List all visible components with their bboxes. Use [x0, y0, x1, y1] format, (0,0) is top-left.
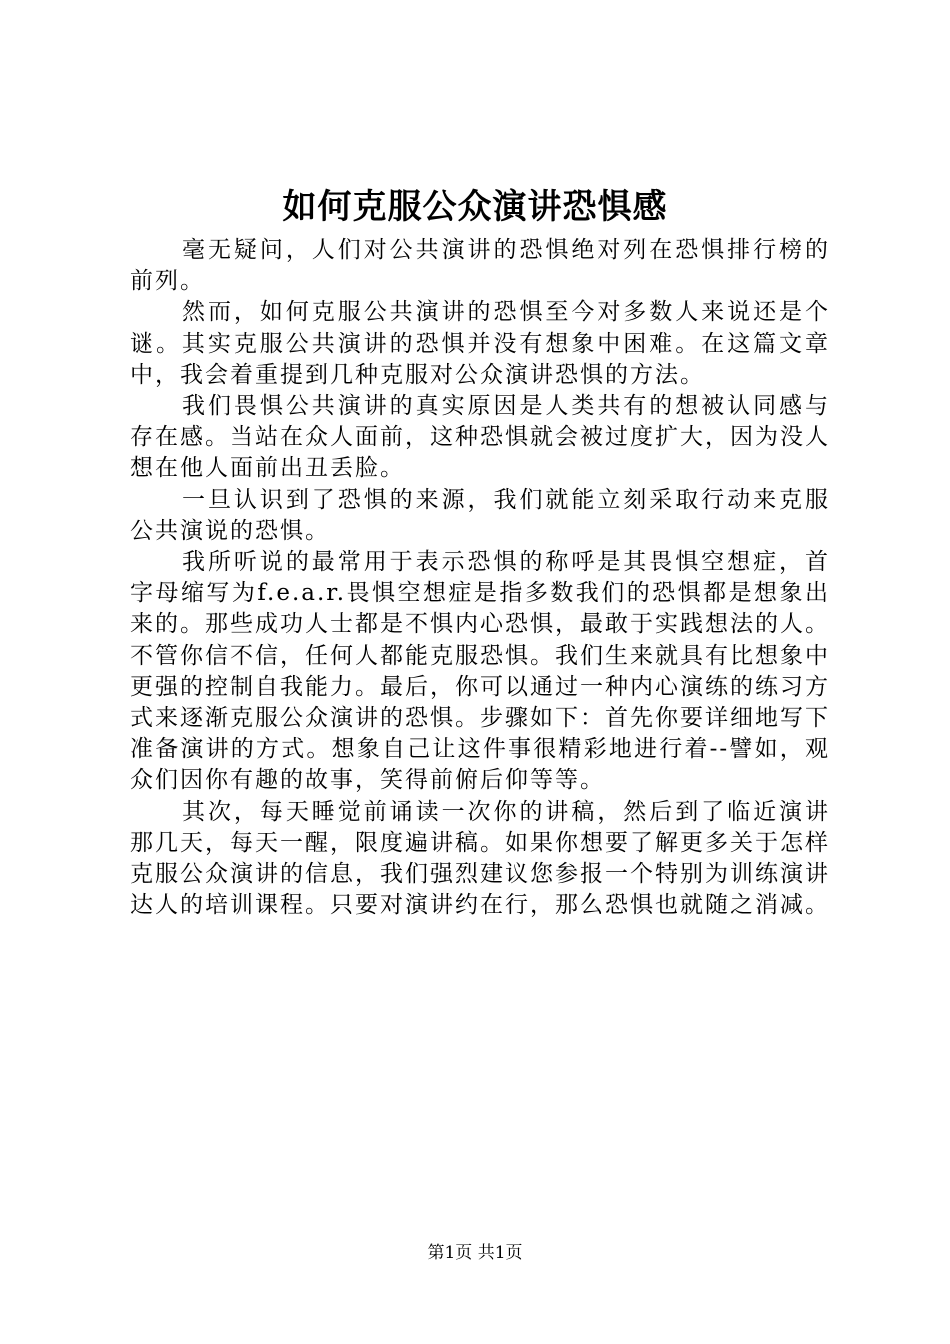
paragraph: 我所听说的最常用于表示恐惧的称呼是其畏惧空想症，首字母缩写为f.e.a.r.畏惧空想症是指多数我们的恐惧都是想象出来的。那些成功人士都是不惧内心恐惧，最敢于实践想法的人。不管你信不信，任何人都能克服恐惧。我们生来就具有比想象中更强的控制自我能力。最后，你可以通过一种内心演练的练习方式来逐渐克服公众演讲的恐惧。步骤如下：首先你要详细地写下准备演讲的方式。想象自己让这件事很精彩地进行着--譬如，观众们因你有趣的故事，笑得前俯后仰等等。 [130, 549, 830, 794]
document-body [130, 235, 830, 921]
paragraph: 然而，如何克服公共演讲的恐惧至今对多数人来说还是个谜。其实克服公共演讲的恐惧并没有想象中困难。在这篇文章中，我会着重提到几种克服对公众演讲恐惧的方法。 [130, 299, 830, 388]
paragraph: 其次，每天睡觉前诵读一次你的讲稿，然后到了临近演讲那几天，每天一醒，限度遍讲稿。如果你想要了解更多关于怎样克服公众演讲的信息，我们强烈建议您参报一个特别为训练演讲达人的培训课程。只要对演讲约在行，那么恐惧也就随之消减。 [130, 798, 830, 919]
paragraph: 一旦认识到了恐惧的来源，我们就能立刻采取行动来克服公共演说的恐惧。 [130, 486, 830, 544]
paragraph: 毫无疑问，人们对公共演讲的恐惧绝对列在恐惧排行榜的前列。 [130, 237, 830, 295]
document-title: 如何克服公众演讲恐惧感 [282, 187, 668, 227]
paragraph: 我们畏惧公共演讲的真实原因是人类共有的想被认同感与存在感。当站在众人面前，这种恐惧就会被过度扩大，因为没人想在他人面前出丑丢脸。 [130, 393, 830, 482]
page-footer: 第1页 共1页 [427, 1243, 523, 1263]
